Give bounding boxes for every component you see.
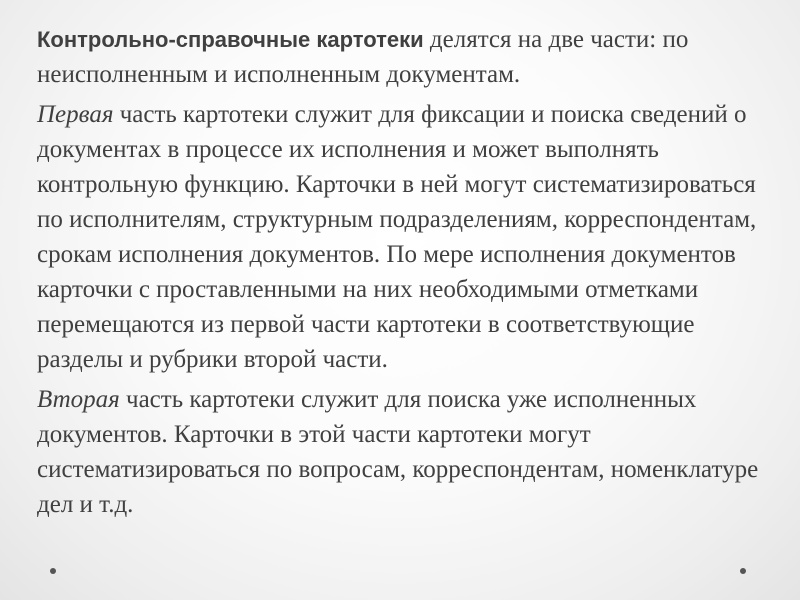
paragraph-intro: [37, 22, 782, 92]
second-part-text: часть картотеки служит для поиска уже исполненных документов. Карточки в этой части картотеки могут систематизироваться по вопросам, корреспондентам, номенклатуре дел и т.д.: [37, 386, 759, 518]
intro-text: делятся на две части: по неисполненным и исполненным документам.: [37, 26, 689, 88]
first-part-text: часть картотеки служит для фиксации и поиска сведений о документах в процессе их исполнения и может выполнять контрольную функцию. Карточки в ней могут систематизироваться по исполнителям, структурным подразделениям, корреспондентам, срокам исполнения документов. По мере исполнения документов карточки с проставленными на них необходимыми отметками перемещаются из первой части картотеки в соответствующие разделы и рубрики второй части.: [37, 101, 757, 373]
bullet-dot-icon-left: [50, 568, 56, 574]
intro-lead-term: Контрольно-справочные картотеки: [37, 27, 424, 52]
first-part-lead: Первая: [37, 101, 114, 128]
bullet-dot-icon-right: [740, 568, 746, 574]
paragraph-second-part: [37, 382, 782, 522]
second-part-lead: Вторая: [37, 386, 120, 413]
slide-content: [37, 22, 782, 527]
paragraph-first-part: [37, 97, 782, 377]
